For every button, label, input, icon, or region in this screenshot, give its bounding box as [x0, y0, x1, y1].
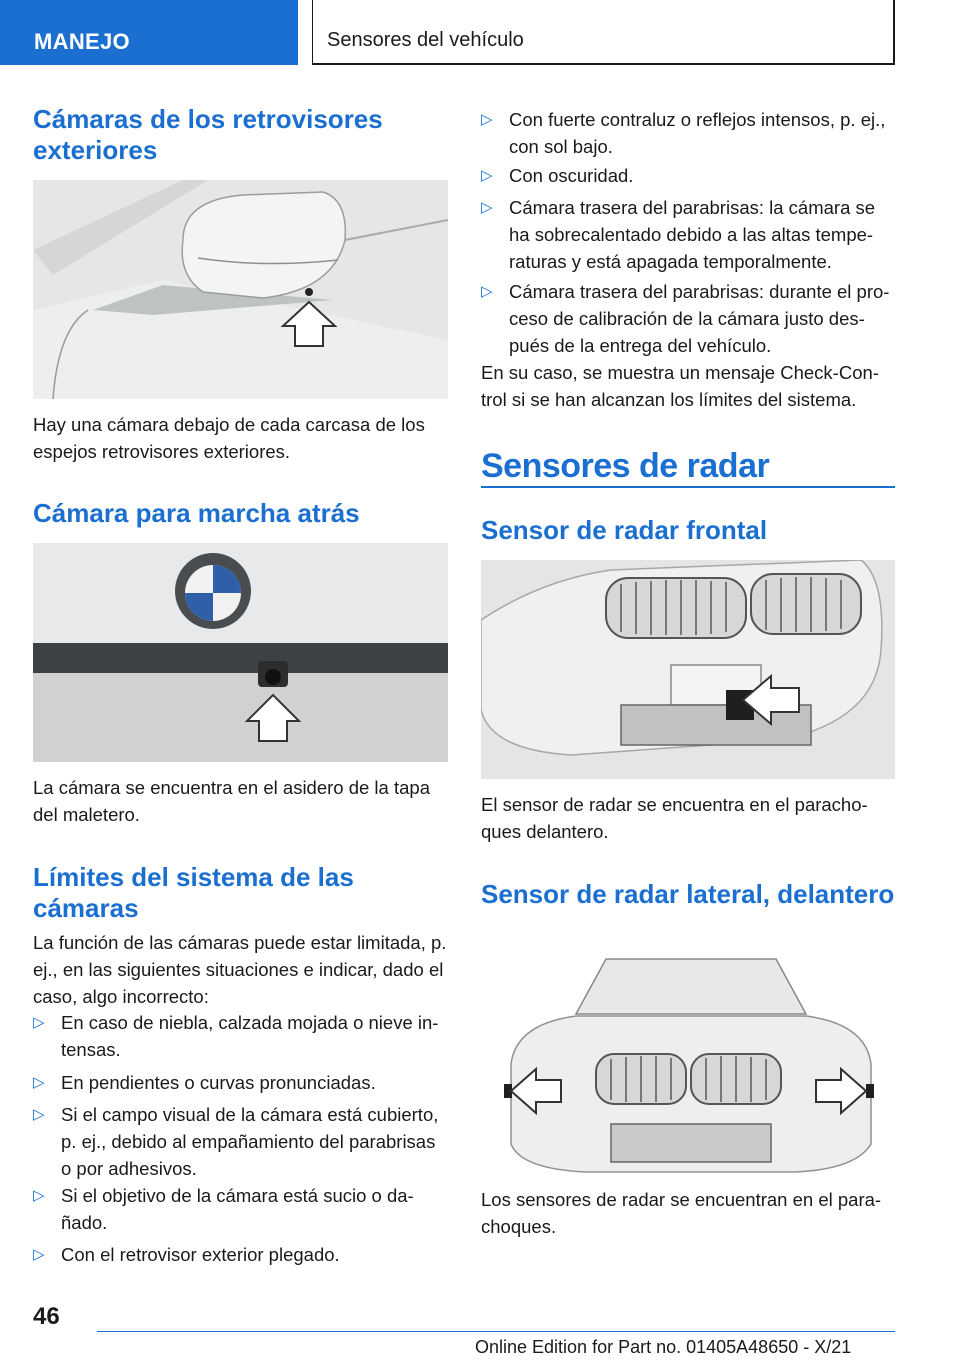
caption-rear-camera: La cámara se encuentra en el asidero de la tapa del maletero. [33, 777, 430, 825]
footer-rule [97, 1331, 895, 1332]
list-item-text: Cámara trasera del parabrisas: la cámara se ha sobrecalentado debido a las altas tempe-raturas y está apagada temporalmente. [509, 197, 876, 272]
figure-side-radar [496, 954, 881, 1174]
figure-rear-camera [33, 543, 448, 762]
list-item-text: Con el retrovisor exterior plegado. [61, 1244, 340, 1265]
list-item [33, 1101, 448, 1182]
list-item-text: Con oscuridad. [509, 165, 634, 186]
triangle-bullet-icon: ▷ [481, 111, 493, 128]
triangle-bullet-icon: ▷ [33, 1246, 45, 1263]
heading-side-radar: Sensor de radar lateral, delantero [481, 879, 895, 909]
list-item [33, 1241, 448, 1268]
heading-rule [481, 486, 895, 488]
list-item [33, 1182, 448, 1236]
caption-side-radar: Los sensores de radar se encuentran en el para-choques. [481, 1189, 882, 1237]
triangle-bullet-icon: ▷ [481, 283, 493, 300]
figure-front-radar [481, 560, 895, 779]
header-chapter-box [312, 0, 895, 65]
heading-camera-limits: Límites del sistema de las cámaras [33, 862, 354, 923]
triangle-bullet-icon: ▷ [33, 1187, 45, 1204]
list-item-text: Con fuerte contraluz o reflejos intensos, p. ej., con sol bajo. [509, 109, 886, 157]
side-radar-illustration [496, 954, 881, 1174]
page-number: 46 [33, 1303, 60, 1330]
caption-mirror-cameras: Hay una cámara debajo de cada carcasa de los espejos retrovisores exteriores. [33, 414, 425, 462]
list-item-text: Si el objetivo de la cámara está sucio o da-ñado. [61, 1185, 414, 1233]
list-item [481, 162, 895, 189]
footer-edition: Online Edition for Part no. 01405A48650 - X/21 [475, 1337, 852, 1357]
caption-front-radar: El sensor de radar se encuentra en el paracho-ques delantero. [481, 794, 868, 842]
header-chapter-label: Sensores del vehículo [327, 29, 524, 51]
limits-intro: La función de las cámaras puede estar limitada, p. ej., en las siguientes situaciones e indicar, dado el caso, algo incorrecto: [33, 932, 447, 1007]
list-item [481, 278, 895, 359]
triangle-bullet-icon: ▷ [33, 1106, 45, 1123]
mirror-camera-illustration [33, 180, 448, 399]
triangle-bullet-icon: ▷ [481, 199, 493, 216]
header-section-label: MANEJO [34, 29, 130, 54]
heading-mirror-cameras: Cámaras de los retrovisores exteriores [33, 104, 383, 165]
heading-front-radar: Sensor de radar frontal [481, 515, 768, 545]
list-item-text: Si el campo visual de la cámara está cubierto, p. ej., debido al empañamiento del parabrisas o por adhesivos. [61, 1104, 439, 1179]
list-item [481, 194, 895, 275]
header-section-tab [0, 0, 298, 65]
triangle-bullet-icon: ▷ [33, 1014, 45, 1031]
heading-rear-camera: Cámara para marcha atrás [33, 498, 360, 528]
triangle-bullet-icon: ▷ [33, 1074, 45, 1091]
front-radar-illustration [481, 560, 895, 779]
list-item [33, 1009, 448, 1063]
check-control-note: En su caso, se muestra un mensaje Check-Con-trol si se han alcanzan los límites del sistema. [481, 362, 879, 410]
list-item-text: Cámara trasera del parabrisas: durante el pro-ceso de calibración de la cámara justo des-pués de la entrega del vehículo. [509, 281, 890, 356]
triangle-bullet-icon: ▷ [481, 167, 493, 184]
figure-mirror-camera [33, 180, 448, 399]
rear-camera-illustration [33, 543, 448, 762]
heading-radar-sensors: Sensores de radar [481, 447, 770, 485]
list-item [481, 106, 895, 160]
list-item-text: En caso de niebla, calzada mojada o nieve in-tensas. [61, 1012, 439, 1060]
list-item-text: En pendientes o curvas pronunciadas. [61, 1072, 376, 1093]
list-item [33, 1069, 448, 1096]
